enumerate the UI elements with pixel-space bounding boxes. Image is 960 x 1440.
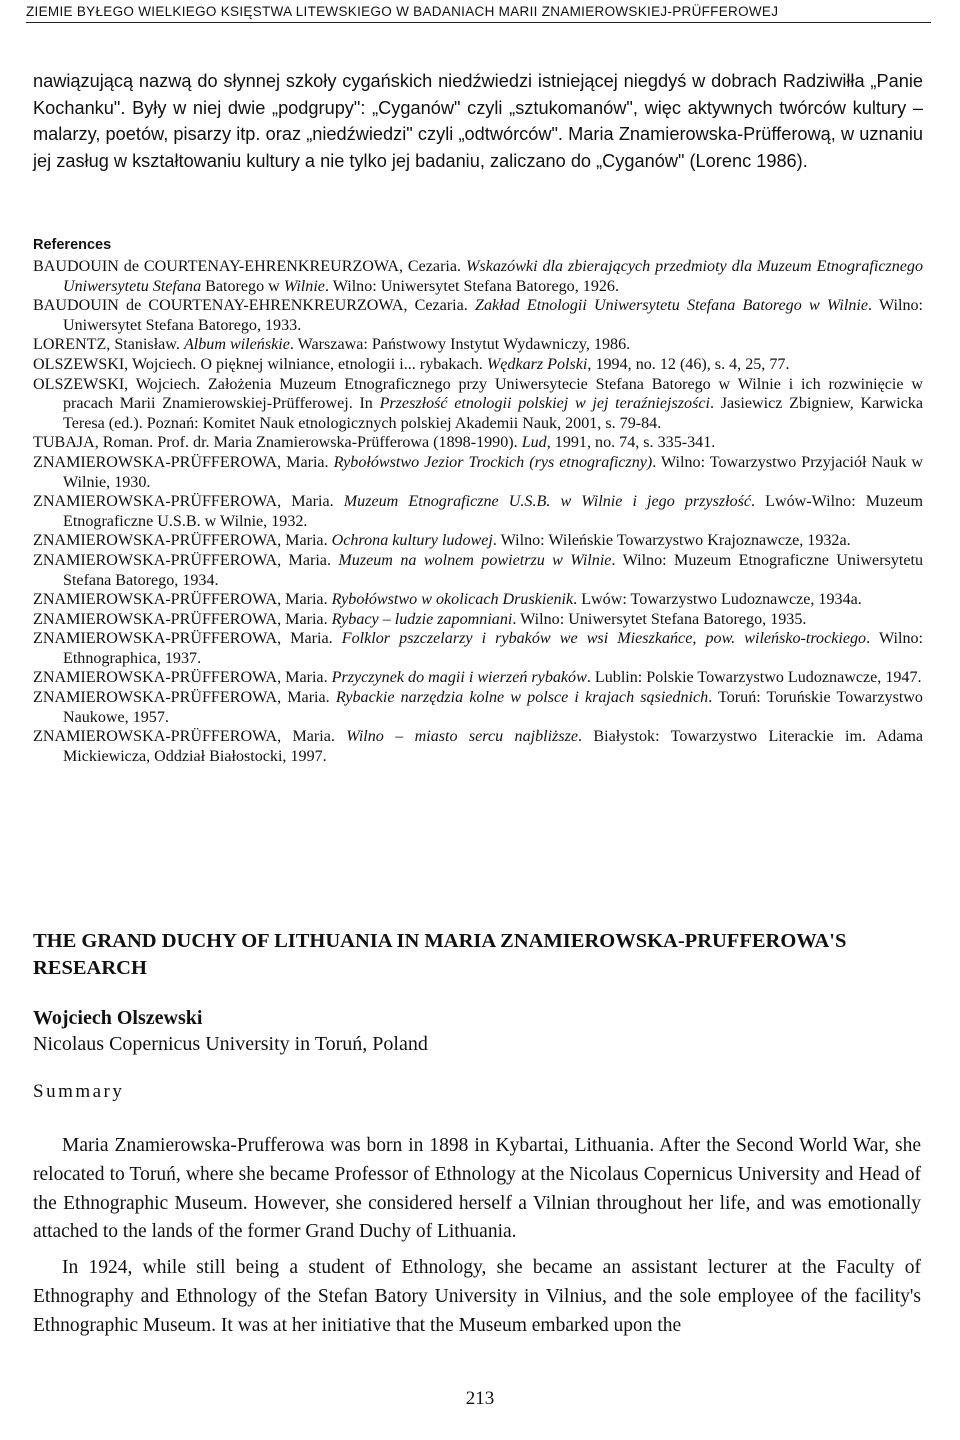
reference-text: , 1994, no. 12 (46), s. 4, 25, 77.	[587, 355, 790, 373]
reference-text: . Lwów: Towarzystwo Ludoznawcze, 1934a.	[573, 591, 862, 609]
reference-text: ZNAMIEROWSKA-PRÜFFEROWA, Maria.	[33, 669, 332, 687]
reference-text: Batorego w	[201, 277, 284, 295]
reference-text: BAUDOUIN de COURTENAY-EHRENKREURZOWA, Cezaria.	[33, 297, 476, 315]
reference-text: . Lublin: Polskie Towarzystwo Ludoznawcze, 1947.	[586, 669, 922, 687]
reference-text: ZNAMIEROWSKA-PRÜFFEROWA, Maria.	[33, 493, 344, 511]
reference-text: ZNAMIEROWSKA-PRÜFFEROWA, Maria.	[33, 453, 334, 471]
summary-heading: Summary	[33, 1081, 125, 1102]
reference-text: ZNAMIEROWSKA-PRÜFFEROWA, Maria.	[33, 630, 342, 648]
reference-text: . Jasiewicz Zbigniew, Karwicka Teresa (ed.). Poznań: Komitet Nauk etnologicznych polskiej Akademii Nauk, 2001, s. 79-84.	[63, 395, 924, 432]
intro-text	[33, 68, 923, 174]
reference-title: Wilnie	[283, 277, 325, 295]
reference-entry	[33, 433, 923, 453]
reference-text: . Wilno: Uniwersytet Stefana Batorego, 1926.	[324, 277, 619, 295]
reference-text: . Warszawa: Państwowy Instytut Wydawniczy, 1986.	[289, 336, 631, 354]
summary-body	[33, 1132, 921, 1348]
reference-title: Lud	[521, 434, 547, 452]
reference-text: TUBAJA, Roman. Prof. dr. Maria Znamierowska-Prüfferowa (1898-1990).	[33, 434, 522, 452]
reference-entry	[33, 551, 923, 590]
reference-entry	[33, 531, 923, 551]
running-header: ZIEMIE BYŁEGO WIELKIEGO KSIĘSTWA LITEWSKIEGO W BADANIACH MARII ZNAMIEROWSKIEJ-PRÜFFEROWEJ	[26, 4, 931, 23]
intro-paragraph: nawiązującą nazwą do słynnej szkoły cygańskich niedźwiedzi istniejącej niegdyś w dobrach Radziwiłła „Panie Kochanku". Były w niej dwie „podgrupy": „Cyganów" czyli „sztukomanów", więc aktywnych twórców kultury – malarzy, poetów, pisarzy itp. oraz „niedźwiedzi" czyli „odtwórców". Maria Znamierowska-Prüfferową, w uznaniu jej zasług w kształtowaniu kultury a nie tylko jej badaniu, zaliczano do „Cyganów" (Lorenc 1986).	[33, 71, 923, 171]
reference-title: Wilno – miasto sercu najbliższe	[346, 728, 579, 746]
reference-entry	[33, 257, 923, 296]
reference-text: ZNAMIEROWSKA-PRÜFFEROWA, Maria.	[33, 551, 339, 569]
reference-title: Zakład Etnologii Uniwersytetu Stefana Batorego w Wilnie	[475, 297, 869, 315]
reference-entry	[33, 590, 923, 610]
reference-text: . Wilno: Ethnographica, 1937.	[63, 630, 924, 667]
reference-entry	[33, 335, 923, 355]
reference-text: ZNAMIEROWSKA-PRÜFFEROWA, Maria.	[33, 591, 332, 609]
article-title: THE GRAND DUCHY OF LITHUANIA IN MARIA ZNAMIEROWSKA-PRUFFEROWA'S RESEARCH	[33, 930, 847, 979]
reference-text: . Wilno: Towarzystwo Przyjaciół Nauk w Wilnie, 1930.	[63, 453, 923, 491]
reference-entry	[33, 355, 923, 375]
reference-entry	[33, 610, 923, 630]
reference-entry	[33, 375, 923, 434]
reference-text: . Wilno: Uniwersytet Stefana Batorego, 1935.	[512, 610, 807, 628]
reference-entry	[33, 688, 923, 727]
author-affiliation: Nicolaus Copernicus University in Toruń, Poland	[33, 1033, 428, 1055]
reference-text: ZNAMIEROWSKA-PRÜFFEROWA, Maria.	[33, 532, 332, 550]
reference-title: Rybackie narzędzia kolne w polsce i krajach sąsiednich	[335, 689, 709, 707]
reference-text: , 1991, no. 74, s. 335-341.	[546, 434, 716, 452]
page-number: 213	[465, 1388, 495, 1409]
reference-entry	[33, 668, 923, 688]
reference-entry	[33, 629, 923, 668]
reference-text: OLSZEWSKI, Wojciech. O pięknej wilniance, etnologii i... rybakach.	[33, 355, 487, 373]
summary-paragraph: In 1924, while still being a student of Ethnology, she became an assistant lecturer at the Faculty of Ethnography and Ethnology of the Stefan Batory University in Vilnius, and the sole employee of the facility's Ethnographic Museum. It was at her initiative that the Museum embarked upon the	[33, 1257, 921, 1336]
reference-title: Rybołówstwo Jezior Trockich (rys etnograficzny)	[333, 453, 653, 471]
reference-title: Wskazówki dla zbierających przedmioty dla Muzeum Etnograficznego Uniwersytetu Stefana	[63, 258, 924, 295]
reference-title: Rybołówstwo w okolicach Druskienik	[331, 591, 574, 609]
reference-text: . Wilno: Uniwersytet Stefana Batorego, 1933.	[63, 297, 924, 334]
reference-text: . Wilno: Wileńskie Towarzystwo Krajoznawcze, 1932a.	[492, 532, 851, 550]
reference-title: Rybacy – ludzie zapomniani	[331, 610, 513, 628]
references-list	[33, 257, 923, 766]
reference-text: BAUDOUIN de COURTENAY-EHRENKREURZOWA, Cezaria.	[33, 258, 467, 275]
reference-title: Folklor pszczelarzy i rybaków we wsi Mieszkańce, pow. wileńsko-trockiego	[341, 630, 867, 648]
reference-text: ZNAMIEROWSKA-PRÜFFEROWA, Maria.	[33, 728, 347, 746]
reference-text: . Białystok: Towarzystwo Literackie im. Adama Mickiewicza, Oddział Białostocki, 1997.	[63, 728, 924, 765]
reference-title: Muzeum Etnograficzne U.S.B. w Wilnie i jego przyszłość	[343, 493, 752, 511]
reference-entry	[33, 492, 923, 531]
reference-text: LORENTZ, Stanisław.	[33, 336, 184, 354]
reference-text: ZNAMIEROWSKA-PRÜFFEROWA, Maria.	[33, 610, 332, 628]
reference-title: Przeszłość etnologii polskiej w jej teraźniejszości	[379, 395, 710, 413]
reference-text: ZNAMIEROWSKA-PRÜFFEROWA, Maria.	[33, 689, 336, 707]
reference-entry	[33, 296, 923, 335]
reference-title: Wędkarz Polski	[486, 355, 588, 373]
references-heading: References	[33, 237, 112, 253]
reference-text: OLSZEWSKI, Wojciech. Założenia Muzeum Etnograficznego przy Uniwersytecie Stefana Batorego w Wilnie i ich rozwinięcie w pracach Marii Znamierowskiej-Prüfferowej. In	[33, 375, 923, 413]
reference-title: Muzeum na wolnem powietrzu w Wilnie	[338, 551, 612, 569]
reference-title: Album wileńskie	[183, 336, 290, 354]
reference-entry	[33, 727, 923, 766]
reference-title: Ochrona kultury ludowej	[331, 532, 493, 550]
reference-title: Przyczynek do magii i wierzeń rybaków	[331, 669, 587, 687]
reference-text: . Lwów-Wilno: Muzeum Etnograficzne U.S.B. w Wilnie, 1932.	[63, 493, 923, 530]
reference-text: . Toruń: Toruńskie Towarzystwo Naukowe, 1957.	[63, 689, 923, 726]
reference-entry	[33, 453, 923, 492]
reference-text: . Wilno: Muzeum Etnograficzne Uniwersytetu Stefana Batorego, 1934.	[63, 551, 923, 589]
summary-paragraph: Maria Znamierowska-Prufferowa was born in 1898 in Kybartai, Lithuania. After the Second World War, she relocated to Toruń, where she became Professor of Ethnology at the Nicolaus Copernicus University and Head of the Ethnographic Museum. However, she considered herself a Vilnian throughout her life, and was emotionally attached to the lands of the former Grand Duchy of Lithuania.	[33, 1135, 921, 1243]
author-name: Wojciech Olszewski	[33, 1007, 203, 1029]
